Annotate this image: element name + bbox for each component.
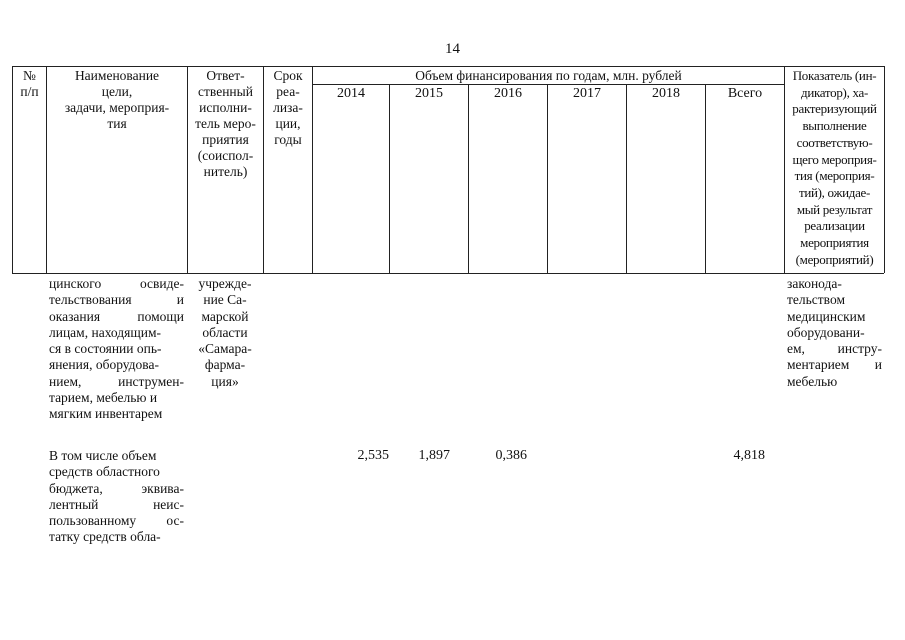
row1-name-word: тарием, мебелью и <box>49 390 158 406</box>
row1-name-line <box>49 374 184 390</box>
row1-name-word: ся в состоянии опь- <box>49 341 162 357</box>
row2-value-2016: 0,386 <box>495 448 527 463</box>
row1-indicator-word: ем, <box>787 341 805 357</box>
header-num: № п/п <box>20 68 39 99</box>
row1-indicator-line <box>787 292 882 308</box>
header-funding: Объем финансирования по годам, млн. рублей <box>415 68 682 83</box>
row1-name <box>49 276 184 423</box>
row2-name-word: В том числе объем <box>49 448 157 463</box>
row2-name-word: эквива- <box>141 480 184 496</box>
row1-name-line <box>49 325 184 341</box>
row2-name-word: пользованному <box>49 513 137 529</box>
row1-name-word: мягким инвентарем <box>49 406 163 422</box>
row2-value-2015: 1,897 <box>418 448 450 463</box>
header-year-2016: 2016 <box>494 86 522 101</box>
row2-name <box>49 448 184 546</box>
row1-executor: учрежде- ние Са- марской области «Самара- фарма- ция» <box>198 276 252 389</box>
row1-name-line <box>49 292 184 308</box>
header-total: Всего <box>727 86 763 101</box>
row1-name-line <box>49 357 184 373</box>
row1-indicator-word: и <box>874 357 882 373</box>
row2-value-2014: 2,535 <box>357 448 389 463</box>
header-indicator: Показатель (ин- дикатор), ха- рактеризующий выполнение соответствую- щего мероприя- тия (мероприя- тий), ожидае- мый результат реализации мероприятия (мероприятий) <box>792 68 877 267</box>
row1-name-word: нием, <box>49 373 82 389</box>
header-executor: Ответ- ственный исполни- тель меро- приятия (соиспол- нитель) <box>195 68 256 179</box>
row1-name-word: тельствования <box>49 292 132 308</box>
row2-name-line <box>49 481 184 497</box>
row2-name-word: бюджета, <box>49 480 103 496</box>
row1-indicator-word: тельством <box>787 292 845 308</box>
row2-name-line <box>49 448 184 464</box>
row2-name-word: татку средств обла- <box>49 529 161 545</box>
row1-indicator-word: ментарием <box>787 357 850 373</box>
row1-indicator-word: мебелью <box>787 373 838 389</box>
row2-name-word: неис- <box>153 496 184 512</box>
row1-indicator-word: оборудовани- <box>787 324 865 340</box>
row2-name-word: средств областного <box>49 464 160 480</box>
row1-name-line <box>49 341 184 357</box>
row1-indicator-word: законода- <box>787 276 842 291</box>
row1-indicator-line <box>787 325 882 341</box>
row1-name-word: и <box>176 292 184 308</box>
header-year-2014: 2014 <box>337 86 365 101</box>
row1-indicator-word: инстру- <box>837 341 882 357</box>
row1-indicator-line <box>787 276 882 292</box>
row1-name-line <box>49 276 184 292</box>
row1-name-word: цинского <box>49 276 102 291</box>
row1-name-line <box>49 309 184 325</box>
row1-name-word: лицам, находящим- <box>49 324 162 340</box>
row2-name-line <box>49 497 184 513</box>
row1-indicator-word: медицинским <box>787 308 866 324</box>
row1-indicator-line <box>787 357 882 373</box>
row2-name-line <box>49 529 184 545</box>
header-year-2015: 2015 <box>415 86 443 101</box>
header-name: Наименование цели, задачи, мероприя- тия <box>64 68 170 131</box>
row2-name-line <box>49 513 184 529</box>
header-period: Срок реа- лиза- ции, годы <box>273 68 303 147</box>
row1-indicator-line <box>787 309 882 325</box>
row2-name-word: ос- <box>166 513 184 529</box>
row1-name-word: янения, оборудова- <box>49 357 159 373</box>
row1-name-word: освиде- <box>139 276 184 291</box>
row1-indicator-line <box>787 374 882 390</box>
row2-name-word: лентный <box>49 496 99 512</box>
header-year-2018: 2018 <box>652 86 680 101</box>
row2-name-line <box>49 464 184 480</box>
row1-name-word: помощи <box>137 308 184 324</box>
row2-value-total: 4,818 <box>733 448 765 463</box>
row1-indicator <box>787 276 882 390</box>
header-year-2017: 2017 <box>573 86 601 101</box>
row1-indicator-line <box>787 341 882 357</box>
row1-name-line <box>49 406 184 422</box>
row1-name-word: инструмен- <box>118 373 184 389</box>
page-number: 14 <box>445 41 460 57</box>
row1-name-line <box>49 390 184 406</box>
row1-name-word: оказания <box>49 308 101 324</box>
